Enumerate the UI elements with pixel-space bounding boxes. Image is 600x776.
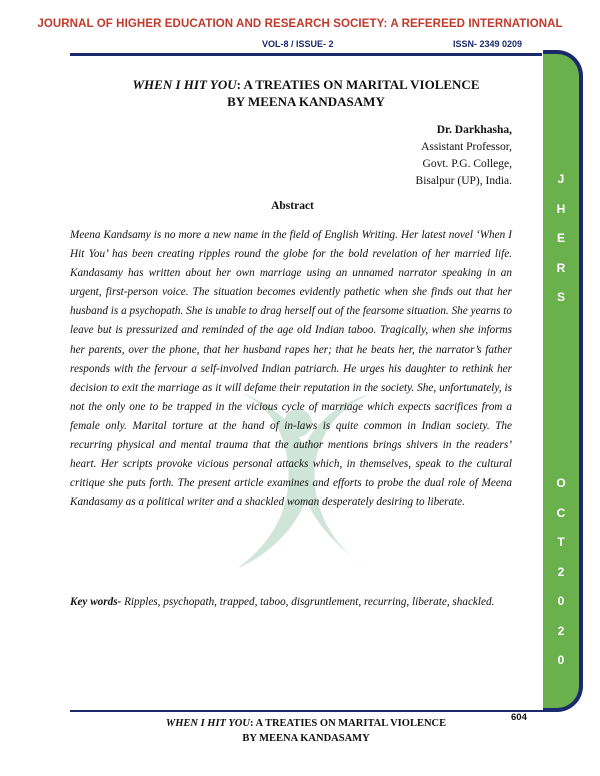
side-band-letter: T (557, 535, 565, 549)
author-college: Govt. P.G. College, (422, 158, 512, 170)
side-band-letter: O (556, 476, 566, 490)
side-band-letter: S (556, 290, 565, 304)
footer-title-line2: BY MEENA KANDASAMY (242, 733, 370, 744)
side-band-letter: C (556, 505, 566, 520)
footer-title (70, 716, 542, 746)
side-band-letter: R (556, 260, 566, 275)
author-position: Assistant Professor, (421, 141, 512, 153)
keywords (70, 594, 512, 611)
paper-title-rest: : A TREATIES ON MARITAL VIOLENCE (236, 77, 480, 92)
footer-title-rest: : A TREATIES ON MARITAL VIOLENCE (249, 718, 447, 729)
issn: ISSN- 2349 0209 (453, 39, 523, 49)
side-band-letter: 2 (557, 623, 565, 638)
keywords-label: Key words- (70, 596, 122, 608)
side-band-letter: 0 (557, 594, 565, 608)
side-band (543, 50, 583, 712)
author-location: Bisalpur (UP), India. (415, 175, 512, 187)
side-band-letter: H (556, 201, 566, 216)
side-band-letter: J (557, 172, 565, 186)
abstract-text: Meena Kandsamy is no more a new name in the field of English Writing. Her latest novel ‘When I Hit You’ has been creating ripples round the globe for the bold revelation of her married life. Kandasamy has written about her own marriage using an unnamed narrator speaking in an urgent, first-person voice. The situation becomes evidently pathetic when she finds out that her husband is a psychopath. She is unable to drag herself out of the fearsome situation. She yearns to leave but is pressurized and reminded of the age old Indian taboo. Tragically, when she informs her parents, over the phone, that her husband rapes her; that he beats her, the narrator’s father responds with the fervour a self-involved Indian patriarch. He urges his daughter to rethink her decision to exit the marriage as it will defame their reputation in the society. She, unfortunately, is not the only one to be trapped in the vicious cycle of marriage which expects sacrifices from a female only. Marital torture at the hand of in-laws is quite common in Indian society. The recurring physical and mental trauma that the author mentions brings shivers in the readers’ heart. Her scripts provoke vicious personal attacks which, in themselves, speak to the cultural critique she puts forth. The present article examines and efforts to probe the dual role of Meena Kandasamy as a political writer and a shackled woman desperately desiring to liberate. (70, 229, 512, 509)
journal-title: JOURNAL OF HIGHER EDUCATION AND RESEARCH SOCIETY: A REFEREED INTERNATIONAL (37, 18, 563, 30)
paper-title-italic: WHEN I HIT YOU (132, 77, 237, 92)
top-border-rule (70, 53, 542, 56)
side-band-letter: E (556, 231, 565, 245)
author-name: Dr. Darkhasha, (436, 124, 512, 136)
side-band-letter: 2 (557, 564, 565, 579)
keywords-text: Ripples, psychopath, trapped, taboo, disgruntlement, recurring, liberate, shackled. (121, 596, 495, 608)
bottom-border-rule (70, 710, 550, 712)
side-band-letter: 0 (557, 653, 565, 667)
page-number: 604 (511, 712, 527, 723)
abstract-heading: Abstract (271, 200, 314, 212)
paper-title-line2: BY MEENA KANDASAMY (227, 94, 385, 109)
author-block (416, 122, 512, 190)
paper-title (70, 76, 542, 110)
volume-issue: VOL-8 / ISSUE- 2 (262, 39, 334, 49)
footer-title-italic: WHEN I HIT YOU (165, 718, 250, 729)
